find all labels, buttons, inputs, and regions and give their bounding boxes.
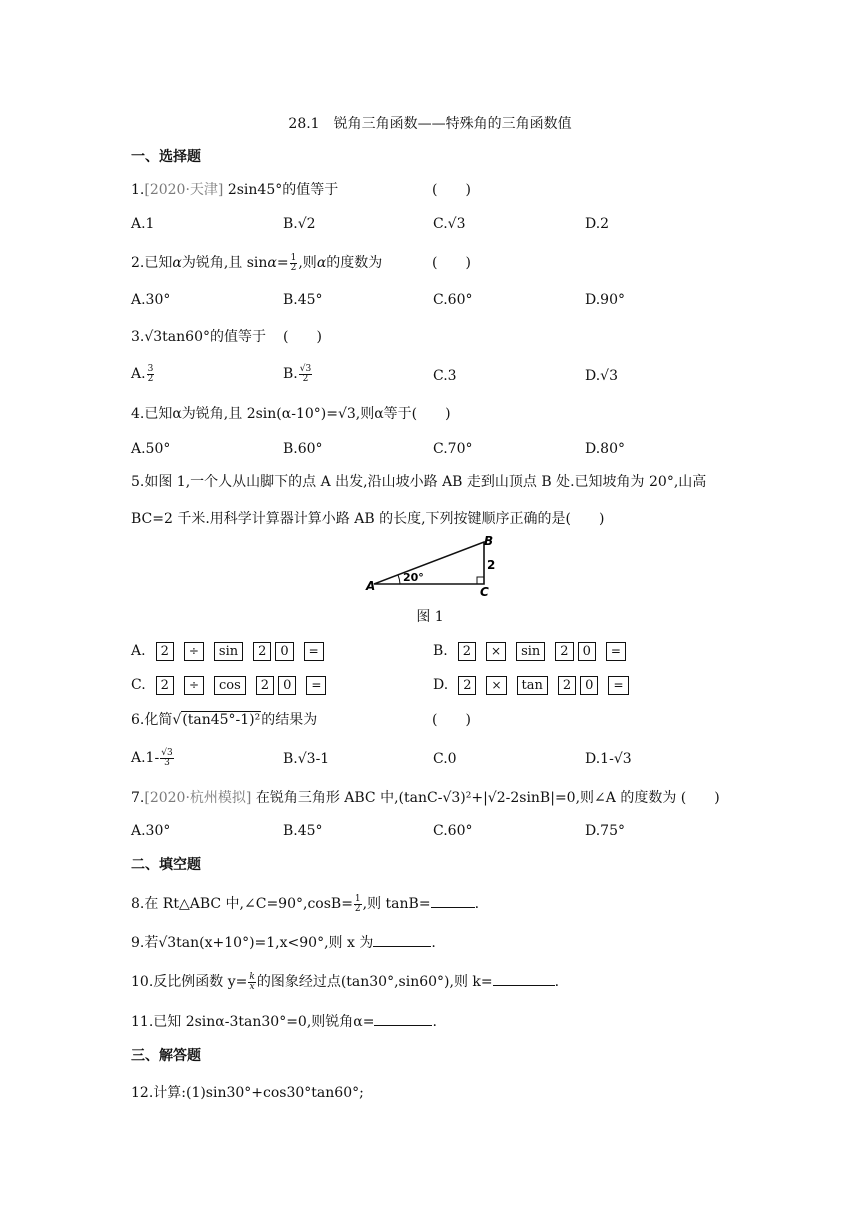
label-b: B (484, 534, 494, 548)
angle-label: 20° (403, 571, 424, 584)
question-11: 11.已知 2sinα-3tan30°=0,则锐角α= . (131, 1014, 437, 1030)
answer-blank (431, 907, 475, 908)
option-d-keys: D. 2 × tan 2 0 = (433, 675, 639, 695)
option-d: D.2 (585, 216, 610, 232)
option-a: A.1- $\frac{√3}{3}$ (131, 747, 173, 768)
option-d: D.1-√3 (585, 751, 632, 767)
option-b: B.60° (283, 441, 323, 457)
question-2: 2.已知α为锐角,且 sinα= $\frac{1}{2}$ ,则α的度数为 (131, 252, 383, 273)
page-title: 28.1 锐角三角函数——特殊角的三角函数值 (288, 116, 572, 132)
section-heading-fill: 二、填空题 (131, 857, 201, 873)
answer-blank (493, 985, 555, 986)
option-b: B. $\frac{√3}{2}$ (283, 363, 312, 384)
figure-caption: 图 1 (416, 609, 444, 625)
question-source: [2020·杭州模拟] (144, 790, 252, 806)
option-a: A.30° (131, 823, 171, 839)
option-d: D.90° (585, 292, 625, 308)
option-c-keys: C. 2 ÷ cos 2 0 = (131, 675, 336, 695)
answer-paren: ( ) (283, 329, 322, 345)
sqrt-sign: √ (172, 712, 182, 728)
radicand: (tan45°-1)² (182, 712, 261, 728)
option-c: C.60° (433, 292, 473, 308)
question-5-line2: BC=2 千米.用科学计算器计算小路 AB 的长度,下列按键顺序正确的是( ) (131, 511, 605, 527)
answer-blank (373, 946, 431, 947)
option-b-keys: B. 2 × sin 2 0 = (433, 641, 636, 661)
option-c: C.70° (433, 441, 473, 457)
answer-paren: ( ) (432, 712, 471, 728)
option-a: A.30° (131, 292, 171, 308)
question-6: 6.化简√(tan45°-1)²的结果为 (131, 712, 318, 728)
answer-blank (374, 1025, 432, 1026)
option-c: C.√3 (433, 216, 466, 232)
question-1 (131, 180, 338, 200)
answer-paren: ( ) (432, 255, 471, 271)
question-7: 7.[2020·杭州模拟] 在锐角三角形 ABC 中,(tanC-√3)²+|√2-2sinB|=0,则∠A 的度数为 ( ) (131, 790, 720, 806)
option-a: A. $\frac{3}{2}$ (131, 363, 154, 384)
option-d: D.80° (585, 441, 625, 457)
question-4: 4.已知α为锐角,且 2sin(α-10°)=√3,则α等于( ) (131, 406, 451, 422)
question-5-line1: 5.如图 1,一个人从山脚下的点 A 出发,沿山坡小路 AB 走到山顶点 B 处.已知坡角为 20°,山高 (131, 474, 707, 490)
option-a: A.1 (131, 216, 155, 232)
option-b: B.45° (283, 292, 323, 308)
option-c: C.0 (433, 751, 457, 767)
question-number: 1. (131, 182, 145, 198)
question-9: 9.若√3tan(x+10°)=1,x<90°,则 x 为 . (131, 935, 436, 951)
side-label: 2 (487, 558, 496, 572)
option-a-keys: A. 2 ÷ sin 2 0 = (131, 641, 334, 661)
option-b: B.√2 (283, 216, 316, 232)
option-b: B.√3-1 (283, 751, 330, 767)
option-a: A.50° (131, 441, 171, 457)
section-heading-choice: 一、选择题 (131, 149, 201, 165)
option-c: C.3 (433, 368, 457, 384)
section-heading-answer: 三、解答题 (131, 1048, 201, 1064)
question-text: 2sin45°的值等于 (223, 182, 339, 198)
option-d: D.√3 (585, 368, 619, 384)
question-12: 12.计算:(1)sin30°+cos30°tan60°; (131, 1085, 364, 1101)
question-source: [2020·天津] (144, 182, 224, 198)
question-3: 3.√3tan60°的值等于 (131, 329, 266, 345)
fraction: $\frac{1}{2}$ (290, 252, 297, 273)
label-c: C (480, 585, 489, 598)
option-c: C.60° (433, 823, 473, 839)
question-10: 10.反比例函数 y= $\frac{k}{x}$ 的图象经过点(tan30°,sin60°),则 k= . (131, 971, 560, 992)
answer-paren: ( ) (432, 182, 471, 198)
question-8: 8.在 Rt△ABC 中,∠C=90°,cosB= $\frac{1}{2}$ ,则 tanB= . (131, 893, 480, 914)
option-b: B.45° (283, 823, 323, 839)
triangle-figure (364, 532, 504, 598)
label-a: A (366, 579, 376, 593)
option-d: D.75° (585, 823, 625, 839)
